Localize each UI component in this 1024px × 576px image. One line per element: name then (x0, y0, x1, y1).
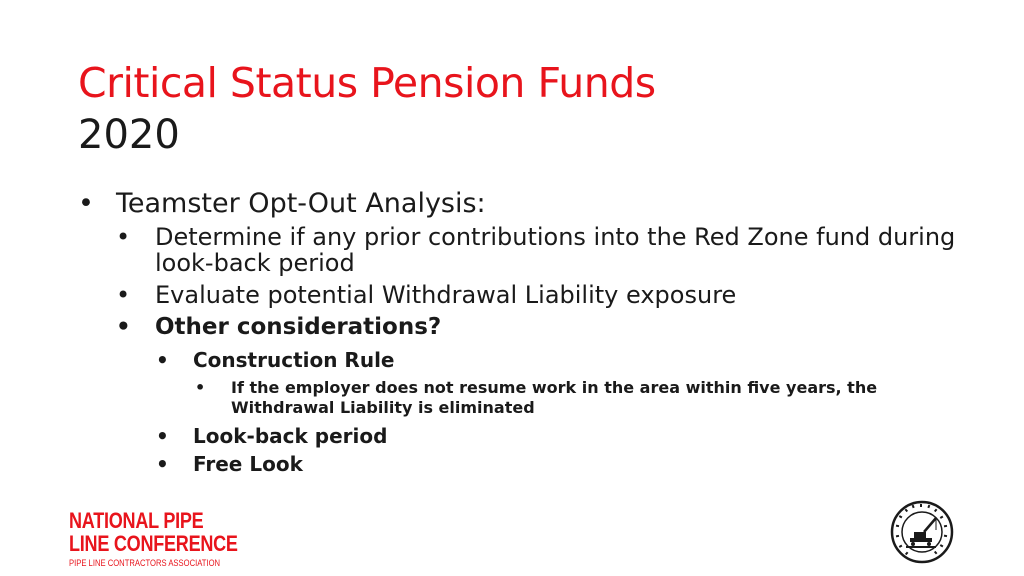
list-item (78, 346, 978, 374)
logo-tagline: PIPE LINE CONTRACTORS ASSOCIATION (69, 558, 221, 568)
logo-line-1: NATIONAL PIPE (69, 508, 204, 533)
list-item (78, 224, 978, 276)
bullet-icon: • (116, 314, 131, 340)
list-item (78, 282, 978, 308)
logo-line-2: LINE CONFERENCE (69, 531, 238, 556)
bullet-icon: • (156, 348, 169, 372)
bullet-icon: • (156, 424, 169, 448)
list-item-text: Teamster Opt-Out Analysis: (116, 188, 486, 219)
list-item (78, 186, 978, 222)
bullet-icon: • (78, 188, 94, 219)
bullet-list (78, 186, 978, 478)
npl-conference-logo (69, 509, 269, 569)
list-item (78, 314, 978, 340)
list-item (78, 422, 978, 450)
list-item-text: Determine if any prior contributions into the Red Zone fund during look-back period (155, 223, 956, 277)
list-item (78, 450, 978, 478)
bullet-icon: • (195, 378, 206, 397)
list-item-text: Construction Rule (193, 348, 395, 372)
slide-subtitle: 2020 (78, 112, 180, 158)
slide-title: Critical Status Pension Funds (78, 59, 656, 107)
list-item-text: Evaluate potential Withdrawal Liability exposure (155, 281, 737, 309)
list-item-text: Free Look (193, 452, 303, 476)
list-item (78, 378, 978, 418)
list-item-text: Other considerations? (155, 314, 442, 340)
bullet-icon: • (116, 223, 131, 251)
list-item-text: If the employer does not resume work in the area within five years, the Withdrawal Liability is eliminated (231, 378, 878, 417)
list-item-text: Look-back period (193, 424, 388, 448)
bullet-icon: • (156, 452, 169, 476)
association-seal-icon (890, 500, 954, 564)
bullet-icon: • (116, 281, 131, 309)
